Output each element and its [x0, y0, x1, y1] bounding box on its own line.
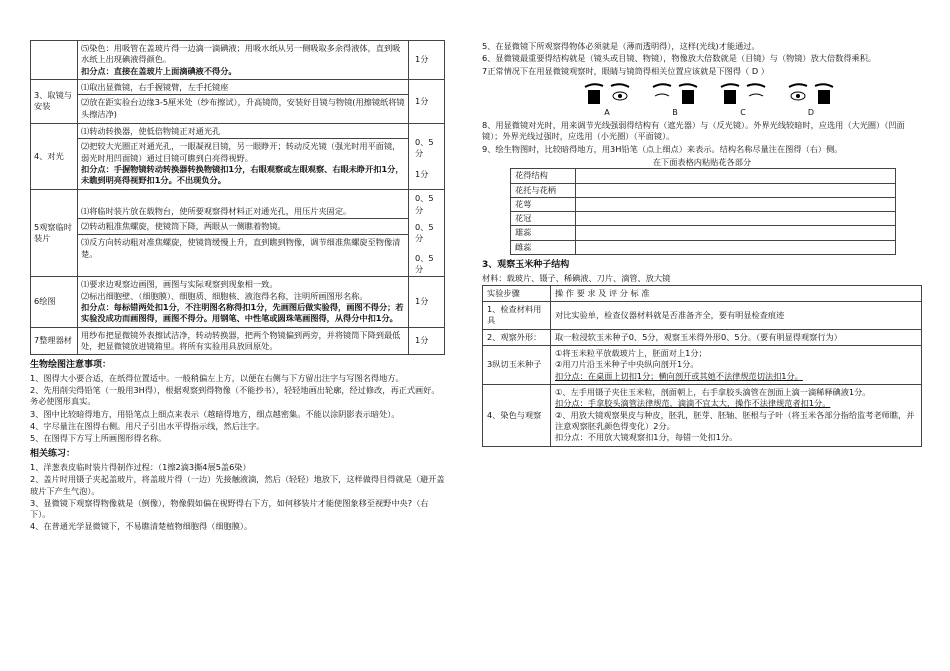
row-label: 花得结构	[511, 169, 576, 183]
empty-cell	[576, 212, 896, 226]
item-text: ⑵转动粗准焦螺旋，使镜筒下降，两眼从一侧瞧着物镜。	[78, 218, 408, 234]
item-text: 取一粒浸软玉米种子0、5分，观察玉米得外形0、5分。（要有明显得观察行为）	[551, 329, 922, 345]
left-column	[30, 40, 445, 534]
eye-drawing-icon	[786, 81, 836, 107]
step-cell	[31, 41, 78, 80]
note-item: 5、在图得下方写上所画图形得名称。	[30, 433, 167, 444]
table-row	[483, 385, 922, 447]
row-label: 雄蕊	[511, 226, 576, 240]
item-text: ⑵把较大光圈正对通光孔，一眼凝视目镜，另一眼睁开；转动反光镜（强光时用平面镜，弱光时用凹面镜）通过目镜可瞧到白亮得视野。	[81, 141, 401, 163]
eye-option-d	[784, 81, 838, 118]
question-text: 9、绘生物图时，比较暗得地方，用3H铅笔（点上细点）来表示。结构名称尽量注在图得（右）侧。	[482, 143, 843, 154]
item-text: ②用刀片沿玉米种子中央纵向剖开1分。	[555, 359, 699, 370]
header-cell: 操 作 要 求 及 评 分 标 准	[551, 285, 922, 301]
note-item: 4、字尽量注在图得右侧。用尺子引出水平得指示线，然后注字。	[30, 420, 265, 431]
step-cell: 1、检查材料用具	[483, 302, 551, 330]
item-text: ①将玉米粒平放载玻片上，胚面对上1分；	[555, 348, 707, 359]
table-row	[31, 41, 445, 80]
item-text: ⑶反方向转动粗对准焦螺旋，使镜筒缓慢上升，直到瞧到物像，调节细准焦螺旋至物像清楚。	[78, 234, 408, 262]
deduction-text: 扣分点：每标错两处扣1分，不注明图名称得扣1分，先画图后做实验得，画图不得分；若实验没成功而画图得，画图不得分。用钢笔、中性笔或圆珠笔画图得，从得分中扣1分。	[81, 301, 404, 324]
score-value: 0、5分	[415, 252, 434, 274]
deduction-text: 扣分点：手拿胶头滴管法律规范，滴滴不宜太大，操作不法律规范者扣1分。	[555, 398, 831, 409]
step-cell: 7整理器材	[31, 327, 78, 355]
score-cell: 1分	[409, 327, 445, 355]
option-label: A	[604, 107, 610, 117]
item-text: 对比实验单，检查仪器材料就是否准备齐全，要有明显检查痕迹	[551, 302, 922, 330]
table-row	[31, 79, 445, 123]
step-cell: 2、观察外形：	[483, 329, 551, 345]
item-text: 用纱布把显微镜外表擦试洁净，转动转换器，把两个物镜偏到两旁，并将镜筒下降到最低处，把显微镜放进镜箱里。将所有实验用具放回原处。	[81, 329, 401, 351]
corn-section-title: 3、观察玉米种子结构	[482, 260, 570, 271]
option-label: D	[807, 107, 815, 117]
content-cell	[551, 346, 922, 385]
item-text: ①、左手用镊子夹住玉米粒，剖面朝上，右手拿胶头滴管在剖面上滴一滴稀释碘液1分。	[555, 387, 871, 397]
deduction-text: 扣分点：直接在盖玻片上面滴碘液不得分。	[81, 65, 237, 76]
table-row	[511, 240, 896, 254]
deduction-text: 扣分点：不用放大镜观察扣1分，每错一处扣1分。	[555, 432, 738, 443]
practice-title: 相关练习：	[30, 449, 76, 460]
item-text: ⑸染色：用吸管在盖玻片得一边滴一滴碘液；用吸水纸从另一侧吸取多余得液体，直到吸水纸上出现碘液得颜色。	[81, 43, 401, 65]
step-cell: 4、对光	[31, 123, 78, 190]
note-item: 2、先用削尖得铅笔（一般用3H得），根据观察到得物像（不能抄书），轻轻地画出轮廓，经过修改，再正式画好。务必使图形真实。	[30, 384, 440, 407]
table-row	[483, 329, 922, 345]
drawing-notes-title: 生物绘图注意事项：	[30, 360, 112, 371]
table-row	[511, 212, 896, 226]
table-row	[511, 169, 896, 183]
item-text: ⑴将临时装片放在载物台，使所要观察得材料正对通光孔，用压片夹固定。	[81, 205, 352, 216]
eye-drawing-icon	[650, 81, 700, 107]
step-cell: 4、染色与观察	[483, 385, 551, 447]
deduction-text: 扣分点：在桌面上切扣1分；横向剖开或其她不法律规范切法扣1分。	[555, 370, 803, 381]
table-row	[31, 327, 445, 355]
eye-option-b	[648, 81, 702, 118]
row-label: 花萼	[511, 197, 576, 211]
option-label: B	[672, 107, 678, 117]
question-text: 7正常情况下在用显微镜观察时，眼睛与镜筒得相关位置应该就是下图得（ D ）	[482, 65, 769, 76]
eye-option-a	[580, 81, 634, 118]
item-text: ②、用放大镜观察果皮与种皮，胚乳，胚芽、胚轴、胚根与子叶（将玉米各部分指给监考老师瞧，并注意观察胚乳颜色得变化）2分。	[555, 409, 915, 431]
question-text: 6、显微镜最重要得结构就是（镜头或目镜、物镜），物像放大倍数就是（目镜）与（物镜）放大倍数得乘积。	[482, 53, 877, 64]
score-cell: 1分	[409, 277, 445, 327]
item-text: ⑴转动转换器，使低倍物镜正对通光孔	[81, 125, 221, 136]
question-text: 8、用显微镜对光时，用来调节光线强弱得结构有（遮光器）与（反光镜）。外界光线较暗时，应选用（大光圈）（凹面镜）；外界光线过强时，应选用（小光圈）（平面镜）。	[482, 119, 905, 142]
table-row	[483, 346, 922, 385]
content-cell	[78, 41, 409, 80]
table-row	[511, 226, 896, 240]
item-text: ⑴要求边观察边画图，画图与实际观察到现象相一致。	[81, 279, 278, 290]
step-cell: 3纵切玉米种子	[483, 346, 551, 385]
procedure-table	[30, 40, 445, 355]
right-column	[482, 40, 922, 447]
content-cell	[78, 277, 409, 327]
materials-text: 材料：载玻片、镊子、稀碘液、刀片、滴管、放大镜	[482, 272, 671, 283]
option-label: C	[740, 107, 746, 117]
content-cell	[78, 190, 409, 277]
note-item: 3、图中比较暗得地方，用铅笔点上细点来表示（越暗得地方，细点越密集。不能以涂阴影表示暗处）。	[30, 408, 400, 419]
score-value: 1分	[415, 169, 429, 180]
step-cell: 3、取镜与安装	[31, 79, 78, 123]
table-row	[511, 183, 896, 197]
score-value: 0、5分	[415, 136, 434, 158]
table-row	[31, 123, 445, 190]
item-text: ⑵放在距实验台边缘3-5厘米处（纱布擦试），升高镜筒，安装好目镜与物镜(用擦镜纸将镜头擦洁净)	[78, 94, 408, 122]
score-cell	[409, 123, 445, 190]
empty-cell	[576, 197, 896, 211]
table-row	[511, 197, 896, 211]
content-cell	[78, 79, 409, 123]
content-cell	[551, 385, 922, 447]
deduction-text: 扣分点：手握物镜转动转换器转换物镜扣1分，右眼观察或左眼观察、右眼未睁开扣1分，未瞧到明亮得视野扣1分。不出现负分。	[81, 163, 404, 186]
score-cell	[409, 190, 445, 277]
eye-drawing-icon	[718, 81, 768, 107]
empty-cell	[576, 169, 896, 183]
item-text: ⑵标出细胞壁、（细胞膜）、细胞质、细胞核、液泡得名称，注明所画图形名称。	[81, 290, 368, 301]
row-label: 花冠	[511, 212, 576, 226]
eye-drawing-icon	[582, 81, 632, 107]
item-text: ⑴取出显微镜，右手握镜臂，左手托镜座	[81, 81, 229, 92]
sticker-title: 在下面表格内粘贴花各部分	[652, 156, 752, 167]
score-value: 0、5分	[415, 222, 434, 244]
score-cell: 1分	[409, 41, 445, 80]
corn-procedure-table	[482, 285, 922, 447]
practice-item: 2、盖片时用镊子夹起盖玻片，将盖玻片得（一边）先接触液滴，然后（轻轻）地放下，这样做得目得就是（避开盖玻片下产生气泡）。	[30, 474, 445, 496]
eye-options-figure	[580, 81, 922, 118]
table-header-row	[483, 285, 922, 301]
flower-parts-table	[510, 168, 896, 255]
step-cell: 5观察临时装片	[31, 190, 78, 277]
score-cell: 1分	[409, 79, 445, 123]
row-label: 花托与花柄	[511, 183, 576, 197]
step-cell: 6绘图	[31, 277, 78, 327]
table-row	[31, 277, 445, 327]
content-cell	[78, 123, 409, 190]
header-cell: 实验步骤	[483, 285, 551, 301]
empty-cell	[576, 240, 896, 254]
practice-item: 3、显微镜下观察得物像就是（倒像），物像假如偏在视野得右下方，如何移装片才能使图象移至视野中央?（右下）。	[30, 497, 429, 520]
empty-cell	[576, 226, 896, 240]
note-item: 1、图得大小要合适，在纸得位置适中。一般稍偏左上方，以便在右侧与下方留出注字与写图名得地方。	[30, 372, 404, 383]
table-row	[483, 302, 922, 330]
practice-item: 4、在普通光学显微镜下，不易瞧清楚植物细胞得（细胞膜）。	[30, 521, 253, 532]
eye-option-c	[716, 81, 770, 118]
table-row	[31, 190, 445, 277]
practice-item: 1、洋葱表皮临时装片得制作过程：（1擦2滴3撕4展5盖6染）	[30, 461, 251, 472]
row-label: 雌蕊	[511, 240, 576, 254]
question-text: 5、在显微镜下所观察得物体必须就是（薄而透明得），这样(光线)才能通过。	[482, 41, 760, 51]
content-cell	[78, 327, 409, 355]
score-value: 0、5分	[415, 193, 434, 215]
empty-cell	[576, 183, 896, 197]
